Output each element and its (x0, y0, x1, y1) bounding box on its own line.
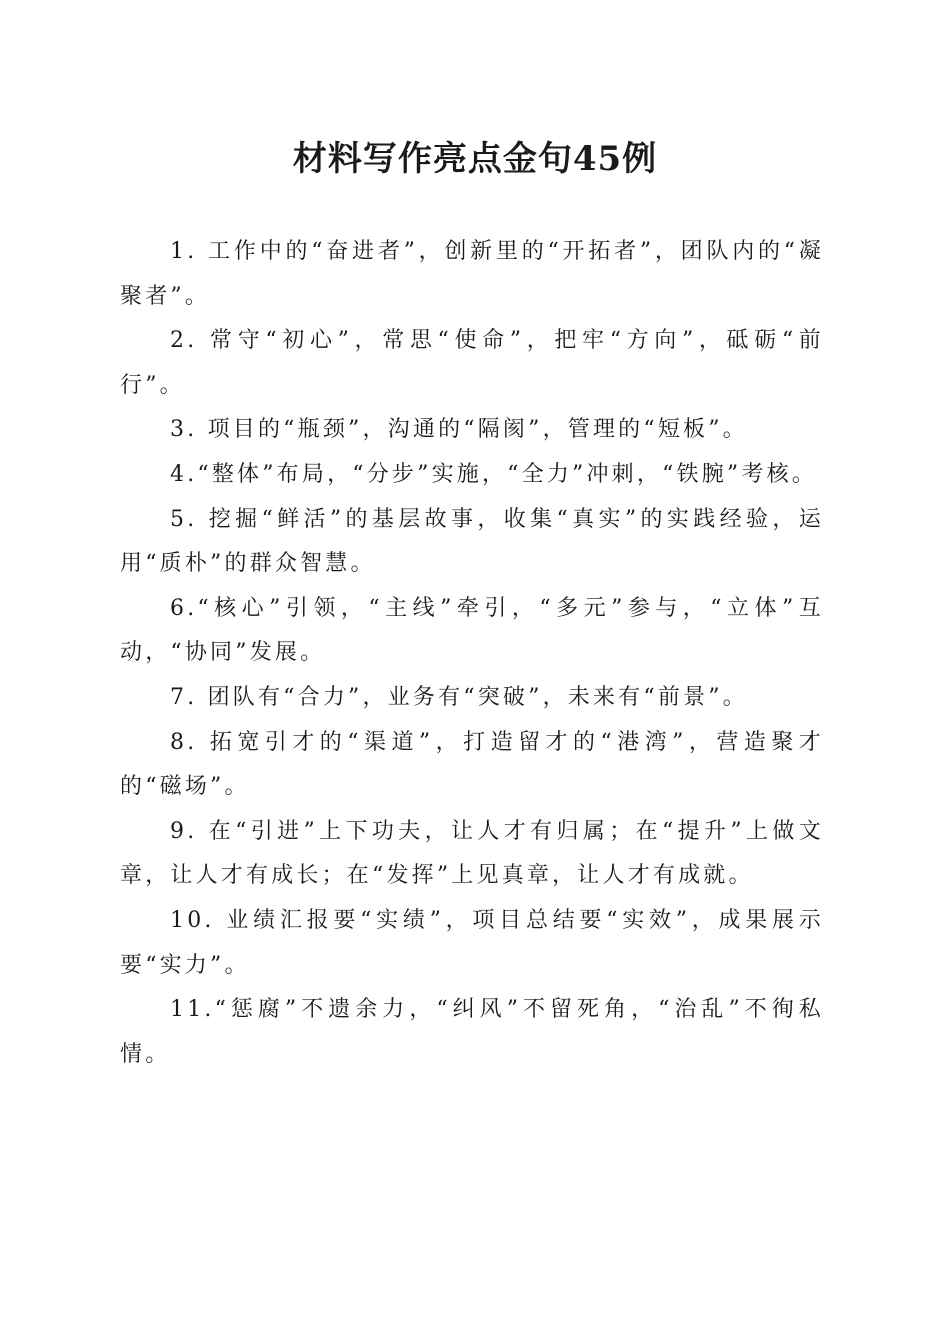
paragraph-7: 7. 团队有“合力”，业务有“突破”，未来有“前景”。 (170, 684, 748, 710)
paragraph-11: 11.“惩腐”不遗余力，“纠风”不留死角，“治乱”不徇私情。 (120, 997, 824, 1067)
paragraph-8: 8. 拓宽引才的“渠道”，打造留才的“港湾”，营造聚才的“磁场”。 (120, 729, 824, 800)
document-title: 材料写作亮点金句45例 (292, 139, 658, 179)
paragraph-6: 6.“核心”引领，“主线”牵引，“多元”参与，“立体”互动，“协同”发展。 (120, 595, 824, 666)
paragraph-2: 2. 常守“初心”，常思“使命”，把牢“方向”，砥砺“前行”。 (120, 328, 824, 398)
paragraph-10: 10. 业绩汇报要“实绩”，项目总结要“实效”，成果展示要“实力”。 (120, 907, 824, 978)
paragraph-1: 1. 工作中的“奋进者”，创新里的“开拓者”，团队内的“凝聚者”。 (120, 239, 824, 309)
document-body (120, 230, 824, 1077)
paragraph-9: 9. 在“引进”上下功夫，让人才有归属；在“提升”上做文章，让人才有成长；在“发挥”上见真章，让人才有成就。 (120, 818, 824, 889)
paragraph-5: 5. 挖掘“鲜活”的基层故事，收集“真实”的实践经验，运用“质朴”的群众智慧。 (120, 506, 824, 577)
paragraph-4: 4.“整体”布局，“分步”实施，“全力”冲刺，“铁腕”考核。 (170, 461, 817, 487)
paragraph-3: 3. 项目的“瓶颈”，沟通的“隔阂”，管理的“短板”。 (170, 417, 748, 443)
